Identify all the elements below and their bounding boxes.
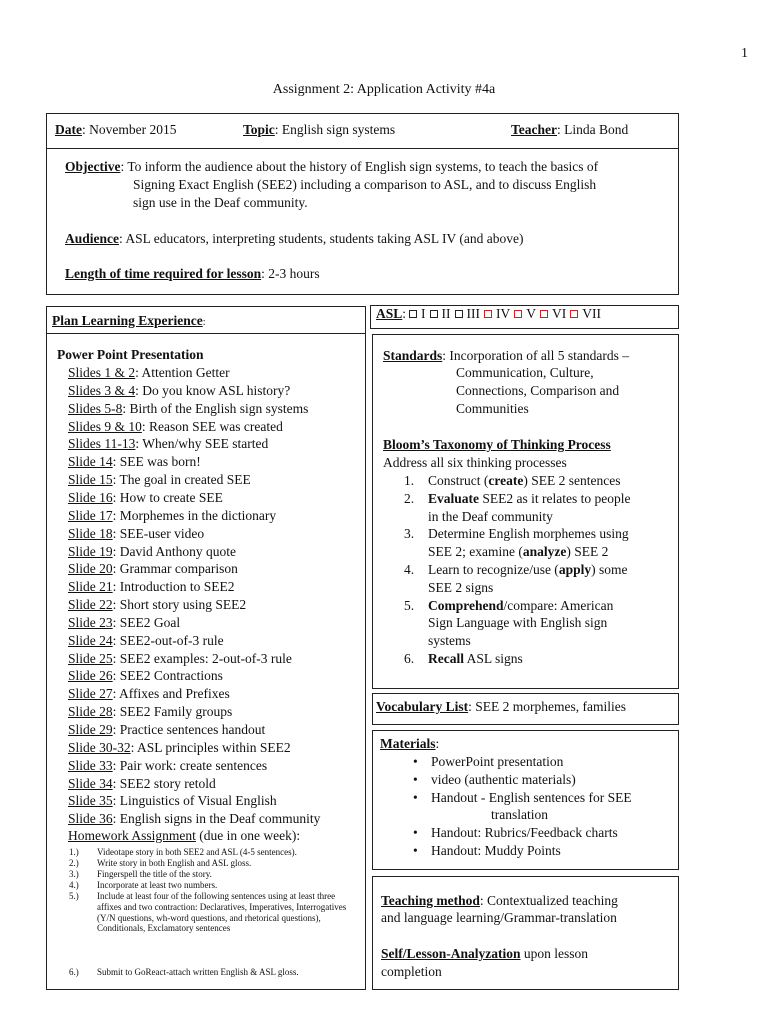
standards-label: Standards bbox=[383, 348, 443, 363]
slide-description: : Pair work: create sentences bbox=[112, 757, 268, 773]
topic-field bbox=[243, 121, 395, 139]
objective-line-3: sign use in the Deaf community. bbox=[133, 195, 308, 210]
homework-number: 2.) bbox=[69, 858, 79, 868]
slide-description: : ASL principles within SEE2 bbox=[130, 739, 291, 755]
slide-description: : SEE2 Goal bbox=[112, 614, 181, 630]
blooms-item-number: 2. bbox=[404, 490, 415, 506]
slide-description: : When/why SEE started bbox=[135, 436, 269, 452]
slide-ref: Slide 30-32 bbox=[68, 739, 131, 755]
slide-item bbox=[68, 792, 277, 810]
slide-description: : Linguistics of Visual English bbox=[112, 793, 277, 809]
teaching-method-field bbox=[381, 892, 618, 910]
vocabulary-label: Vocabulary List bbox=[376, 699, 469, 714]
blooms-item-number: 3. bbox=[404, 526, 415, 542]
asl-level-label: II bbox=[441, 306, 451, 321]
slide-item bbox=[68, 453, 201, 471]
homework-item: Submit to GoReact-attach written English & ASL gloss. bbox=[97, 967, 299, 977]
asl-level-label: I bbox=[421, 306, 426, 321]
materials-item: Handout: Muddy Points bbox=[431, 843, 561, 858]
bullet-icon: • bbox=[413, 754, 418, 769]
self-analyzation-line-2: completion bbox=[381, 964, 442, 979]
homework-item: Incorporate at least two numbers. bbox=[97, 880, 218, 890]
audience-field bbox=[65, 230, 523, 248]
homework-number: 6.) bbox=[69, 967, 79, 977]
blooms-item-text: Recall ASL signs bbox=[428, 651, 523, 666]
length-label: Length of time required for lesson bbox=[65, 266, 262, 281]
slide-description: : SEE2 Family groups bbox=[112, 704, 233, 720]
slide-item bbox=[68, 721, 265, 739]
asl-level-checkbox[interactable] bbox=[409, 310, 417, 318]
slide-ref: Slide 15 bbox=[68, 472, 113, 488]
teacher-label: Teacher bbox=[511, 122, 557, 137]
audience-label: Audience bbox=[65, 231, 119, 246]
bullet-icon: • bbox=[413, 771, 418, 787]
asl-level-checkbox[interactable] bbox=[430, 310, 438, 318]
slide-ref: Slide 14 bbox=[68, 454, 113, 470]
blooms-item-text: Sign Language with English sign bbox=[428, 615, 608, 631]
standards-line-2: Communication, Culture, bbox=[456, 365, 594, 380]
slide-item bbox=[68, 685, 230, 703]
blooms-item-number: 4. bbox=[404, 562, 415, 577]
slide-item bbox=[68, 578, 235, 596]
slide-description: : SEE2 Contractions bbox=[112, 668, 223, 684]
blooms-item-text: Learn to recognize/use (apply) some bbox=[428, 562, 628, 577]
slide-description: : English signs in the Deaf community bbox=[112, 811, 321, 827]
homework-number: 1.) bbox=[69, 847, 79, 857]
slide-description: : How to create SEE bbox=[112, 489, 223, 505]
topic-value: : English sign systems bbox=[274, 122, 396, 137]
length-field bbox=[65, 265, 320, 283]
standards-line-4: Communities bbox=[456, 401, 529, 416]
homework-number: 4.) bbox=[69, 880, 79, 890]
asl-level-label: III bbox=[466, 306, 481, 321]
asl-level-label: IV bbox=[496, 306, 511, 321]
slide-description: : Grammar comparison bbox=[112, 561, 238, 577]
teaching-method-line-1: : Contextualized teaching bbox=[479, 893, 618, 908]
asl-level-checkbox[interactable] bbox=[514, 310, 522, 318]
slide-ref: Slide 28 bbox=[68, 704, 113, 720]
audience-value: : ASL educators, interpreting students, students taking ASL IV (and above) bbox=[119, 231, 524, 246]
homework-label: Homework Assignment bbox=[68, 828, 196, 843]
slide-ref: Slide 18 bbox=[68, 525, 113, 541]
slide-item bbox=[68, 650, 292, 668]
asl-level-checkbox[interactable] bbox=[484, 310, 492, 318]
slide-ref: Slide 22 bbox=[68, 597, 113, 613]
slide-item bbox=[68, 364, 230, 382]
slide-description: : SEE was born! bbox=[112, 454, 201, 470]
teaching-method-label: Teaching method bbox=[381, 893, 480, 908]
blooms-item-text: Evaluate SEE2 as it relates to people bbox=[428, 490, 631, 506]
blooms-item-text: SEE 2; examine (analyze) SEE 2 bbox=[428, 544, 609, 560]
homework-item: Include at least four of the following sentences using at least three affixes and two contraction: Declaratives, Imperatives, Interrogatives (Y/N questions, wh-word questions, and rhetorical questions), Conditionals, Exclamatory sentences bbox=[97, 891, 347, 934]
slide-item bbox=[68, 775, 216, 793]
materials-item: translation bbox=[491, 807, 548, 823]
slide-ref: Slide 29 bbox=[68, 722, 113, 737]
blooms-item-text: Construct (create) SEE 2 sentences bbox=[428, 473, 621, 488]
asl-suffix: : bbox=[402, 306, 407, 321]
teacher-value: : Linda Bond bbox=[557, 122, 629, 137]
slide-description: : Morphemes in the dictionary bbox=[112, 507, 277, 523]
homework-suffix: (due in one week): bbox=[195, 828, 301, 843]
materials-item: Handout - English sentences for SEE bbox=[431, 789, 632, 805]
slide-item bbox=[68, 757, 267, 775]
homework-heading bbox=[68, 827, 300, 845]
slide-description: : SEE2 examples: 2-out-of-3 rule bbox=[112, 650, 292, 666]
bullet-icon: • bbox=[413, 789, 418, 805]
slide-description: : Birth of the English sign systems bbox=[122, 400, 309, 416]
date-label: Date bbox=[55, 122, 82, 137]
asl-level-label: VI bbox=[552, 306, 567, 321]
bullet-icon: • bbox=[413, 825, 418, 841]
slide-item bbox=[68, 667, 223, 685]
materials-label: Materials bbox=[380, 736, 436, 751]
slide-description: : Reason SEE was created bbox=[141, 418, 283, 434]
slide-description: : Practice sentences handout bbox=[112, 722, 266, 737]
homework-number: 3.) bbox=[69, 869, 79, 879]
self-analyzation-label: Self/Lesson-Analyzation bbox=[381, 946, 521, 961]
slide-description: : SEE2-out-of-3 rule bbox=[112, 632, 224, 648]
asl-level-label: VII bbox=[582, 306, 602, 321]
objective-label: Objective bbox=[65, 159, 121, 174]
blooms-item-number: 1. bbox=[404, 473, 415, 488]
slide-description: : SEE2 story retold bbox=[112, 775, 216, 791]
topic-label: Topic bbox=[243, 122, 275, 137]
slide-item bbox=[68, 525, 204, 543]
objective-field bbox=[65, 158, 598, 176]
slide-description: : David Anthony quote bbox=[112, 543, 237, 559]
asl-label: ASL bbox=[376, 306, 403, 321]
slide-ref: Slide 33 bbox=[68, 757, 113, 773]
page-title: Assignment 2: Application Activity #4a bbox=[272, 82, 496, 97]
slide-item bbox=[68, 739, 291, 757]
standards-line-3: Connections, Comparison and bbox=[456, 383, 620, 398]
slide-description: : Affixes and Prefixes bbox=[112, 686, 230, 702]
ppt-heading: Power Point Presentation bbox=[57, 347, 204, 362]
slide-item bbox=[68, 400, 308, 418]
homework-item: Fingerspell the title of the story. bbox=[97, 869, 212, 879]
slide-item bbox=[68, 489, 223, 507]
page-number: 1 bbox=[741, 46, 748, 61]
slide-item bbox=[68, 596, 246, 614]
blooms-item-text: Determine English morphemes using bbox=[428, 526, 629, 542]
asl-level-checkbox[interactable] bbox=[455, 310, 463, 318]
teacher-field bbox=[511, 121, 628, 139]
slide-ref: Slide 17 bbox=[68, 507, 113, 523]
materials-suffix: : bbox=[435, 736, 440, 751]
slide-ref: Slides 11-13 bbox=[68, 436, 136, 452]
slide-ref: Slide 16 bbox=[68, 489, 113, 505]
objective-line-1: : To inform the audience about the history of English sign systems, to teach the basics of bbox=[120, 159, 599, 174]
blooms-item-number: 5. bbox=[404, 597, 415, 613]
slide-description: : The goal in created SEE bbox=[112, 472, 251, 488]
blooms-item-number: 6. bbox=[404, 651, 415, 666]
asl-levels bbox=[376, 305, 602, 323]
homework-item: Write story in both English and ASL gloss. bbox=[97, 858, 252, 868]
blooms-intro: Address all six thinking processes bbox=[383, 455, 567, 470]
plan-heading-text: Plan Learning Experience bbox=[52, 313, 203, 328]
date-value: : November 2015 bbox=[82, 122, 177, 137]
slide-description: : Short story using SEE2 bbox=[112, 597, 247, 613]
standards-field bbox=[383, 347, 629, 365]
self-analyzation-field bbox=[381, 945, 588, 963]
slide-item bbox=[68, 614, 180, 632]
objective-line-2: Signing Exact English (SEE2) including a comparison to ASL, and to discuss English bbox=[133, 177, 597, 192]
slide-description: : Do you know ASL history? bbox=[135, 382, 291, 398]
blooms-item-text: SEE 2 signs bbox=[428, 579, 494, 595]
slide-description: : Attention Getter bbox=[135, 365, 230, 380]
materials-item: video (authentic materials) bbox=[431, 771, 576, 787]
homework-item: Videotape story in both SEE2 and ASL (4-5 sentences). bbox=[97, 847, 297, 857]
slide-item bbox=[68, 703, 232, 721]
slide-ref: Slide 27 bbox=[68, 686, 113, 702]
bullet-icon: • bbox=[413, 843, 418, 858]
materials-item: Handout: Rubrics/Feedback charts bbox=[431, 825, 618, 841]
teaching-method-line-2: and language learning/Grammar-translation bbox=[381, 910, 617, 925]
blooms-item-text: in the Deaf community bbox=[428, 508, 553, 524]
slide-ref: Slides 3 & 4 bbox=[68, 382, 136, 398]
slide-ref: Slides 1 & 2 bbox=[68, 365, 136, 380]
slide-item bbox=[68, 543, 236, 561]
blooms-item-text: systems bbox=[428, 633, 471, 649]
asl-level-checkbox[interactable] bbox=[540, 310, 548, 318]
slide-ref: Slide 34 bbox=[68, 775, 113, 791]
slide-item bbox=[68, 632, 224, 650]
blooms-heading: Bloom’s Taxonomy of Thinking Process bbox=[383, 437, 611, 452]
length-value: : 2-3 hours bbox=[261, 266, 320, 281]
slide-item bbox=[68, 382, 290, 400]
self-analyzation-line-1: upon lesson bbox=[520, 946, 589, 961]
slide-ref: Slide 21 bbox=[68, 579, 113, 595]
slide-ref: Slide 35 bbox=[68, 793, 113, 809]
asl-level-label: V bbox=[526, 306, 537, 321]
slide-ref: Slide 26 bbox=[68, 668, 113, 684]
slide-ref: Slide 36 bbox=[68, 811, 113, 827]
slide-ref: Slide 19 bbox=[68, 543, 113, 559]
slide-item bbox=[68, 471, 251, 489]
plan-heading bbox=[52, 312, 206, 332]
materials-item: PowerPoint presentation bbox=[431, 754, 564, 769]
blooms-item-text: Comprehend/compare: American bbox=[428, 597, 614, 613]
slide-item bbox=[68, 435, 268, 453]
plan-heading-suffix: : bbox=[202, 317, 206, 328]
standards-line-1: : Incorporation of all 5 standards – bbox=[442, 348, 629, 363]
materials-heading bbox=[380, 735, 439, 753]
slide-description: : Introduction to SEE2 bbox=[112, 579, 235, 595]
slide-ref: Slide 24 bbox=[68, 632, 113, 648]
asl-level-checkbox[interactable] bbox=[570, 310, 578, 318]
slide-ref: Slide 25 bbox=[68, 650, 113, 666]
slide-description: : SEE-user video bbox=[112, 525, 205, 541]
slide-item bbox=[68, 560, 238, 578]
slide-item bbox=[68, 810, 320, 828]
slide-ref: Slides 5-8 bbox=[68, 400, 123, 416]
homework-number: 5.) bbox=[69, 891, 79, 901]
date-field bbox=[55, 121, 176, 139]
vocabulary-value: : SEE 2 morphemes, families bbox=[468, 699, 626, 714]
slide-item bbox=[68, 418, 283, 436]
slide-ref: Slide 23 bbox=[68, 614, 113, 630]
slide-ref: Slides 9 & 10 bbox=[68, 418, 142, 434]
vocabulary-field bbox=[376, 698, 626, 716]
slide-ref: Slide 20 bbox=[68, 561, 113, 577]
slide-item bbox=[68, 507, 276, 525]
